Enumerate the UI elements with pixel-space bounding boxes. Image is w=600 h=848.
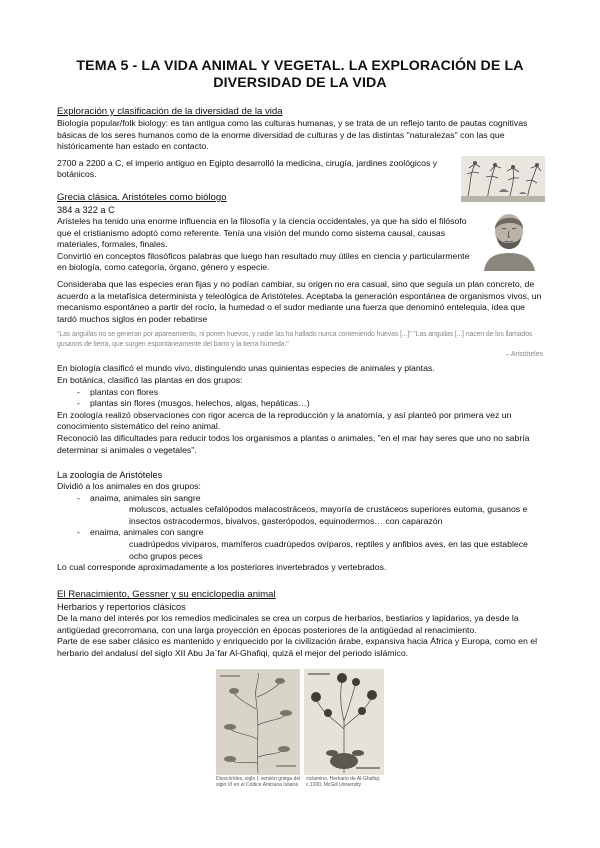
caption-right: ciclamino, Herbario de Al-Ghafiqi, c.1200, McGill University (306, 776, 381, 788)
aristotle-bust-image (474, 207, 545, 271)
caption-left: Dioscórides, siglo I, versión griega del siglo VI en el Códice Aniciana Iuliana (216, 776, 301, 788)
section-exploracion (57, 106, 528, 181)
quote: "Las anguilas no se generan por apareamiento, ni ponen huevos, y nadie las ha hallado nunca conteniendo huevas [...]" "Las anguilas [...] nacen de los llamados gusanos de tierra, que surgen espontáneamente del barro y la tierra húmeda." (57, 331, 533, 349)
paragraph: Biología popular/folk biology: es tan antigua como las culturas humanas, y se trata de un reflejo tanto de pautas cognitivas básicas de los seres humanos como de la enorme diversidad de culturas y de las distintas "naturalezas" con las que históricamente han estado en contacto. (57, 118, 528, 152)
animal-groups-list-2 (57, 527, 543, 539)
section-heading: La zoología de Aristóteles (57, 470, 163, 480)
group-detail: cuadrúpedos vivíparos, mamíferos cuadrúpedos ovíparos, reptiles y anfibios aves, en las que establece ocho grupos peces (129, 538, 528, 561)
paragraph: Lo cual corresponde aproximadamente a los posteriores invertebrados y vertebrados. (57, 562, 387, 573)
list-item: - plantas sin flores (musgos, helechos, algas, hepáticas…) (57, 398, 543, 410)
paragraph: Consideraba que las especies eran fijas y no podían cambiar, su origen no era casual, sino que seguía un plan concreto, de acuerdo a la metafísica determinista y teleológica de Aristóteles. Aceptaba la generación espontánea de organismos vivos, un mecanismo espontáneo a partir del rocío, la humedad o el sudor mediante una fuerza que denominó entelequia, idea que tardó muchos siglos en poder rebatirse (57, 278, 542, 324)
page-title: TEMA 5 - LA VIDA ANIMAL Y VEGETAL. LA EXPLORACIÓN DE LA DIVERSIDAD DE LA VIDA (76, 58, 524, 91)
dates: 384 a 322 a C (57, 205, 115, 215)
section-heading: El Renacimiento, Gessner y su enciclopedia animal (57, 589, 276, 600)
paragraph: Dividió a los animales en dos grupos: (57, 481, 201, 491)
list-item: - enaima, animales con sangre (57, 527, 543, 539)
paragraph: En zoología realizó observaciones con rigor acerca de la reproducción y la anatomía, y así planteó por primera vez un conocimiento sistemático del reino animal. (57, 409, 512, 432)
section-zoologia (57, 469, 543, 574)
subheading: Herbarios y repertorios clásicos (57, 602, 186, 612)
list-item: - plantas con flores (57, 387, 543, 399)
paragraph: De la mano del interés por los remedios medicinales se crea un corpus de herbarios, bestiarios y lapidarios, ya desde la antigüedad grecorromana, con una larga proyección en épocas posteriores de la antigüedad al renacimiento. (57, 613, 519, 635)
list-item: - anaima, animales sin sangre (57, 493, 543, 505)
section-heading: Exploración y clasificación de la diversidad de la vida (57, 106, 283, 117)
paragraph: En biología clasificó el mundo vivo, distinguiendo unas quinientas especies de animales y plantas. (57, 363, 435, 374)
paragraph: Aristeles ha tenido una enorme influencia en la filosofía y la ciencia occidentales, ya que ha sido el filósofo que el cristianismo adoptó como referente. Tenía una visión del mundo como sistema causal, causas materiales, formales, finales. (57, 216, 467, 250)
dioscorides-herbarium-image (216, 669, 300, 775)
section-renacimiento (57, 589, 543, 659)
section-grecia (57, 192, 543, 456)
group-detail: moluscos, actuales cefalópodos malacostráceos, mayoría de crustáceos superiores eutoma, gusanos e insectos ostracodermos, bivalvos, gasterópodos, equinodermos… con caparazón (129, 504, 528, 526)
paragraph: Parte de ese saber clásico es mantenido y enriquecido por la civilización árabe, expansiva hacia África y Europa, como en el herbario del andalusí del siglo XII Abu Ja`far Al-Ghafiqi, quizá el mejor del periodo islámico. (57, 636, 538, 658)
animal-groups-list (57, 493, 543, 505)
paragraph: Convirtió en conceptos filosóficos palabras que luego han resultado muy útiles en ciencia y particularmente en biología, como categoría, órgano, género y especie. (57, 250, 470, 273)
al-ghafiqi-herbarium-image (304, 669, 384, 775)
paragraph: 2700 a 2200 a C, el imperio antiguo en Egipto desarrolló la medicina, cirugía, jardines zoológicos y botánicos. (57, 157, 438, 180)
quote-source: – Aristóteles (505, 351, 543, 359)
section-heading: Grecia clásica. Aristóteles como biólogo (57, 192, 227, 203)
paragraph: Reconoció las dificultades para reducir todos los organismos a plantas o animales, "en el mar hay seres que uno no sabría determinar si animales o vegetales". (57, 432, 530, 455)
plant-groups-list (57, 387, 543, 410)
paragraph: En botánica, clasificó las plantas en dos grupos: (57, 374, 243, 385)
